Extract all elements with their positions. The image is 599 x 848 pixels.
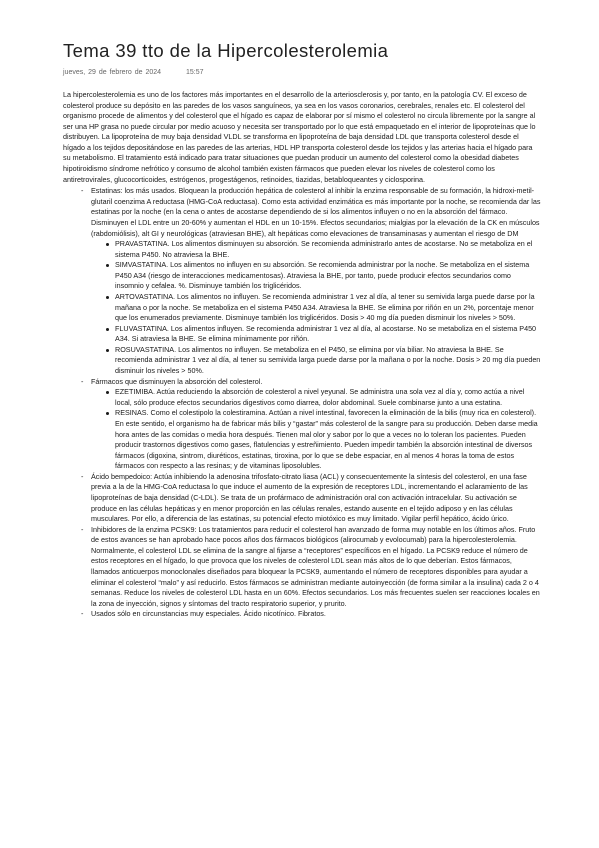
- sub-list-item: ARTOVASTATINA. Los alimentos no influyen. Se recomienda administrar 1 vez al día, al tener su semivida larga puede darse por la mañana o por la noche. Se metaboliza en el sistema P450 A34. Atraviesa la BHE. Se elimina por riñón en un 2%, porcentaje menor que los enumerados previamente. Disminuye también los triglicéridos. Dosis > 40 mg día pueden disminuir los niveles > 50%.: [105, 292, 541, 324]
- sub-list-item: SIMVASTATINA. Los alimentos no influyen en su absorción. Se recomienda administrar por la noche. Se metaboliza en el sistema P450 A34 (riesgo de interacciones medicamentosas). Atraviesa la BHE, por tanto, puede producir efectos secundarios como insomnio y cefalea. %. Disminuye también los triglicéridos.: [105, 260, 541, 292]
- sub-list-item: EZETIMIBA. Actúa reduciendo la absorción de colesterol a nivel yeyunal. Se administra una sola vez al día y, como actúa a nivel local, sólo produce efectos secundarios digestivos como diarrea, dolor abdominal. Suele combinarse junto a una estatina.: [105, 387, 541, 408]
- sub-list-item: PRAVASTATINA. Los alimentos disminuyen su absorción. Se recomienda administrarlo antes de acostarse. No se metaboliza en el sistema P450. No atraviesa la BHE.: [105, 239, 541, 260]
- sub-list-item: FLUVASTATINA. Los alimentos influyen. Se recomienda administrar 1 vez al día, al acostarse. No se metaboliza en el sistema P450 A34. Si atraviesa la BHE. Se elimina mínimamente por riñón.: [105, 324, 541, 345]
- sub-list: [91, 387, 541, 472]
- note-timestamp: [63, 69, 541, 76]
- sub-list-item: ROSUVASTATINA. Los alimentos no influyen. Se metaboliza en el P450, se elimina por vía biliar. No atraviesa la BHE. Se recomienda administrar 1 vez al día, al tener su semivida larga puede darse por la mañana o por la noche. Dosis > 20 mg día pueden disminuir los niveles > 50%.: [105, 345, 541, 377]
- list-item-text: Inhibidores de la enzima PCSK9: Los tratamientos para reducir el colesterol han avanzado de forma muy notable en los últimos años. Fruto de estos avances se han aprobado hace pocos años dos fármacos biológicos (alirocumab y evolocumab) para la hipercolesterolemia. Normalmente, el colesterol LDL se elimina de la sangre al fijarse a “receptores” específicos en el hígado. La PCSK9 reduce el número de estos receptores en el hígado, lo que provoca que los niveles de colesterol LDL sean más altos de lo que deberían. Estos fármacos, llamados anticuerpos monoclonales diseñados para bloquear la PCSK9, aumentando el número de receptores disponibles para ayudar a eliminar el colesterol “malo” y así reducirlo. Estos fármacos se administran mediante autoinyección (de forma similar a la insulina) cada 2 o 4 semanas. Reduce los niveles de colesterol LDL hasta en un 60%. Efectos secundarios. Los más frecuentes suelen ser reacciones locales en la zona de inyección, signos y síntomas del tracto respiratorio superior, y prurito.: [91, 524, 540, 608]
- list-item: [81, 472, 541, 525]
- list-item: [81, 186, 541, 376]
- note-time: 15:57: [185, 69, 204, 76]
- list-item-text: Usados sólo en circunstancias muy especiales. Ácido nicotínico. Fibratos.: [91, 609, 326, 619]
- list-item-text: Fármacos que disminuyen la absorción del colesterol.: [91, 376, 263, 386]
- list-item-text: Estatinas: los más usados. Bloquean la producción hepática de colesterol al inhibir la enzima responsable de su formación, la hidroxi-metil-glutaril coenzima A reductasa (HMG-CoA reductasa). Como esta actividad enzimática es más importante por la noche, se recomienda dar las estatinas por la noche (en la cena o antes de acostarse dependiendo de si los alimentos influyen o no en la absorción del fármaco. Disminuyen el LDL entre un 20-60% y aumentan el HDL en un 10-15%. Efectos secundarios; mialgias por la elevación de la CK en músculos (rabdomiólisis), alt GI y neurológicas (atraviesan BHE), alt hepáticas como elevaciones de transaminasas y aumentan el riesgo de DM: [91, 186, 541, 238]
- intro-paragraph: La hipercolesterolemia es uno de los factores más importantes en el desarrollo de la arteriosclerosis y, por tanto, en la patología CV. El exceso de colesterol produce su depósito en las paredes de los vasos sanguíneos, ya sea en los vasos coronarios, cerebrales, renales etc. El colesterol del organismo procede de alimentos y del colesterol que el hígado es capaz de elaborar por sí mismo el colesterol no circula libremente por la sangre al ser una HP grasa no puede circular por medio acuoso y necesita ser transportado por lo que está empaquetado en el interior de lipoproteínas que lo distribuyen. La lipoproteína de muy baja densidad VLDL se transforma en lipoproteína de baja densidad LDL que transporta colesterol desde el hígado a los tejidos depositándose en las paredes de las arterias, HDL HP transporta colesterol desde los tejidos y las arterias hacia el hígado para su metabolismo. El tratamiento está indicado para tratar situaciones que puedan producir un aumento del colesterol como la obesidad diabetes hipotiroidismo síndrome nefrótico y consumo de alcohol también existen fármacos que pueden elevar los niveles de colesterol como los antiretrovirales, glucocorticoides, estrógenos, progestágenos, retinoides, tiazidas, betabloqueantes y ciclosporina.: [63, 90, 536, 184]
- list-item-text: Ácido bempedoico: Actúa inhibiendo la adenosina trifosfato-citrato liasa (ACL) y consecuentemente la síntesis del colesterol, en una fase previa a la de la HMG-CoA reductasa lo que induce el aumento de la expresión de receptores LDL, incrementando el aclaramiento de las lipoproteínas de baja densidad (C-LDL). Se trata de un profármaco de administración oral con activación intracelular. Su activación se produce en las células hepáticas y en menor proporción en las células renales, estando ausente en el tejido adiposo y en las células musculares. Por ello, a diferencia de las estatinas, su potencial efecto miotóxico es muy limitado. Vigilar perfil hepático, ácido úrico.: [91, 471, 528, 524]
- note-date: jueves, 29 de febrero de 2024: [63, 69, 162, 76]
- page-title: Tema 39 tto de la Hipercolesterolemia: [63, 40, 389, 61]
- list-item: [81, 377, 541, 472]
- sub-list-item: RESINAS. Como el colestipolo la colestiramina. Actúan a nivel intestinal, favorecen la eliminación de la bilis (muy rica en colesterol). En este sentido, el organismo ha de fabricar más bilis y “gastar” más colesterol de la sangre para su producción. Deben darse media hora antes de las comidas o media hora después. Tienen mal olor y sabor por lo que a veces no lo toleran los pacientes. Pueden producir trastornos digestivos como gases, flatulencias y estreñimiento. Pueden impedir también la absorción intestinal de diversos fármacos (digoxina, sintrom, diuréticos, estatinas, tiroxina, por lo que se debe espaciar, en al menos 4 horas la toma de estos fármacos con respecto a las resinas; y de vitaminas liposolubles.: [105, 408, 541, 471]
- sub-list: [91, 239, 541, 377]
- treatment-list: [63, 186, 541, 620]
- list-item: [81, 609, 541, 620]
- list-item: [81, 525, 541, 610]
